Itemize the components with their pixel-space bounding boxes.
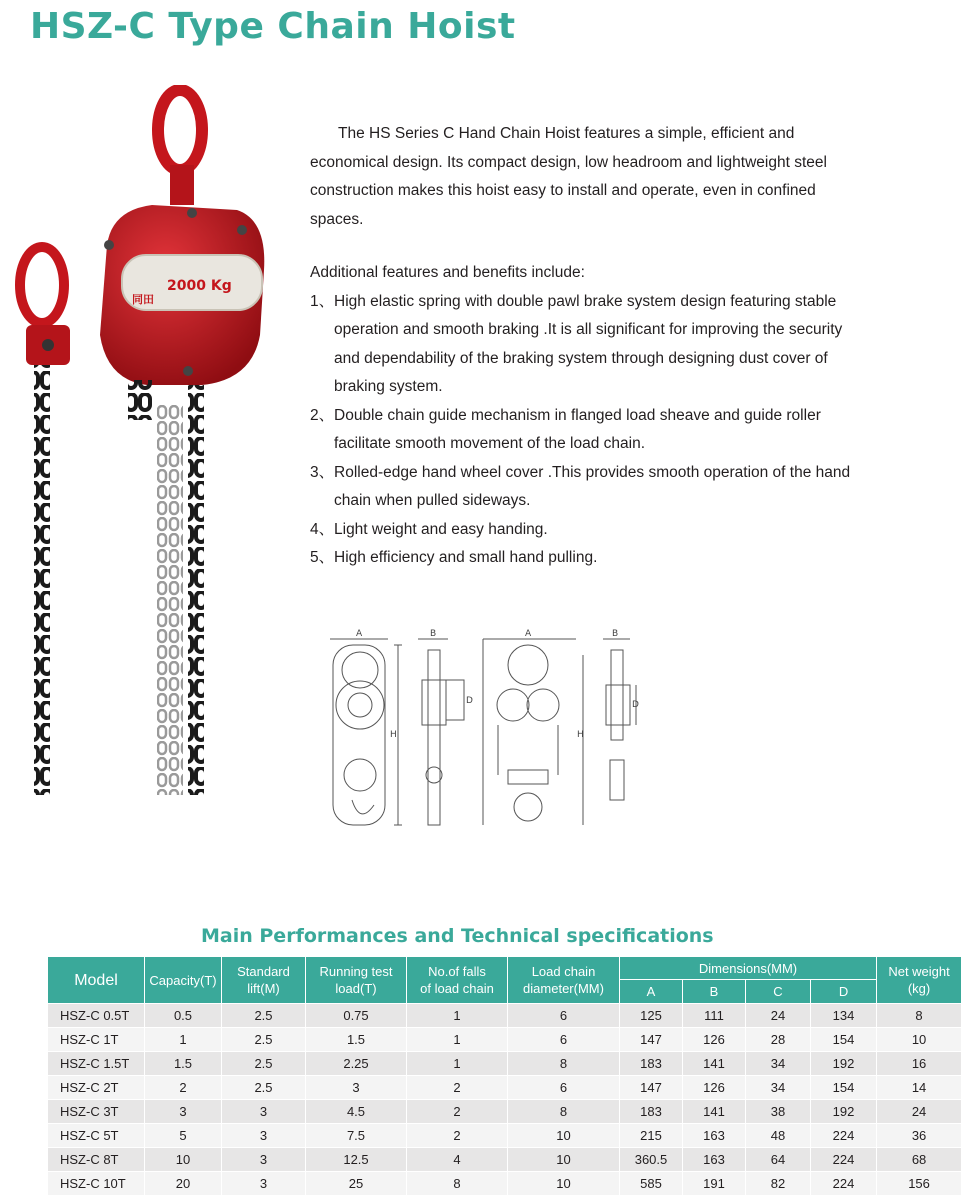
- spec-table: [47, 956, 962, 1196]
- table-cell: 183: [620, 1052, 683, 1076]
- table-cell: 126: [683, 1076, 746, 1100]
- table-row: [48, 1052, 962, 1076]
- load-chain: [188, 385, 204, 795]
- table-cell: 68: [877, 1148, 962, 1172]
- chain-guide: [128, 380, 152, 420]
- header-test-load: Running test load(T): [306, 957, 407, 1004]
- header-dim-a: A: [620, 980, 683, 1004]
- feature-item: [310, 288, 870, 402]
- table-cell: 360.5: [620, 1148, 683, 1172]
- page-title: HSZ-C Type Chain Hoist: [30, 6, 516, 47]
- table-cell: 14: [877, 1076, 962, 1100]
- table-row: [48, 1172, 962, 1196]
- table-cell: 215: [620, 1124, 683, 1148]
- table-cell: 0.75: [306, 1004, 407, 1028]
- table-cell: 10: [508, 1124, 620, 1148]
- table-cell: 2.5: [222, 1004, 306, 1028]
- table-cell: 3: [222, 1172, 306, 1196]
- feature-item: [310, 459, 870, 516]
- table-cell: 3: [222, 1124, 306, 1148]
- feature-item: [310, 402, 870, 459]
- table-title: Main Performances and Technical specifications: [201, 925, 714, 947]
- model-cell: HSZ-C 3T: [48, 1100, 145, 1124]
- table-cell: 24: [877, 1100, 962, 1124]
- dimension-label: H: [390, 730, 397, 740]
- feature-number: 5、: [310, 549, 335, 566]
- table-cell: 1: [407, 1052, 508, 1076]
- table-cell: 224: [811, 1172, 877, 1196]
- table-cell: 38: [746, 1100, 811, 1124]
- table-cell: 2: [407, 1100, 508, 1124]
- table-cell: 12.5: [306, 1148, 407, 1172]
- table-cell: 125: [620, 1004, 683, 1028]
- table-cell: 192: [811, 1100, 877, 1124]
- table-cell: 585: [620, 1172, 683, 1196]
- hand-chain: [157, 405, 183, 795]
- table-cell: 6: [508, 1028, 620, 1052]
- table-cell: 8: [407, 1172, 508, 1196]
- product-description: [310, 120, 870, 573]
- table-cell: 10: [508, 1148, 620, 1172]
- side-hook: [20, 247, 70, 795]
- table-cell: 3: [222, 1148, 306, 1172]
- table-row: [48, 1148, 962, 1172]
- table-cell: 3: [306, 1076, 407, 1100]
- model-cell: HSZ-C 10T: [48, 1172, 145, 1196]
- header-model: Model: [48, 957, 145, 1004]
- feature-text: Light weight and easy handing.: [334, 520, 548, 538]
- table-cell: 2.5: [222, 1076, 306, 1100]
- table-cell: 4: [407, 1148, 508, 1172]
- table-cell: 224: [811, 1148, 877, 1172]
- table-cell: 20: [145, 1172, 222, 1196]
- header-dim-b: B: [683, 980, 746, 1004]
- table-cell: 1: [407, 1028, 508, 1052]
- front-view-double: [483, 639, 583, 825]
- feature-number: 1、: [310, 292, 335, 310]
- spec-table-body: [48, 1004, 962, 1196]
- model-cell: HSZ-C 1T: [48, 1028, 145, 1052]
- table-cell: 141: [683, 1052, 746, 1076]
- table-cell: 8: [877, 1004, 962, 1028]
- table-row: [48, 1028, 962, 1052]
- table-row: [48, 1076, 962, 1100]
- table-row: [48, 1100, 962, 1124]
- model-cell: HSZ-C 1.5T: [48, 1052, 145, 1076]
- header-dimensions: Dimensions(MM): [620, 957, 877, 980]
- table-cell: 163: [683, 1124, 746, 1148]
- table-cell: 34: [746, 1052, 811, 1076]
- dimension-label: B: [612, 629, 619, 639]
- table-cell: 192: [811, 1052, 877, 1076]
- feature-text: High elastic spring with double pawl brake system design featuring stable operation and smooth braking .It is all significant for improving the security and dependability of the braking system through designing dust cover of braking system.: [334, 292, 843, 395]
- table-cell: 183: [620, 1100, 683, 1124]
- dimension-label: H: [577, 730, 584, 740]
- model-cell: HSZ-C 2T: [48, 1076, 145, 1100]
- feature-text: Rolled-edge hand wheel cover .This provides smooth operation of the hand chain when pulled sideways.: [334, 463, 851, 509]
- table-cell: 28: [746, 1028, 811, 1052]
- feature-text: High efficiency and small hand pulling.: [334, 549, 598, 566]
- table-cell: 1.5: [145, 1052, 222, 1076]
- feature-item: [310, 516, 870, 545]
- top-hook: [158, 90, 202, 205]
- feature-number: 4、: [310, 520, 335, 538]
- table-cell: 10: [145, 1148, 222, 1172]
- table-cell: 147: [620, 1028, 683, 1052]
- header-capacity: Capacity(T): [145, 957, 222, 1004]
- features-heading: Additional features and benefits include:: [310, 264, 585, 281]
- table-cell: 163: [683, 1148, 746, 1172]
- table-cell: 7.5: [306, 1124, 407, 1148]
- table-cell: 126: [683, 1028, 746, 1052]
- side-view-double: [603, 639, 636, 800]
- dimension-drawings: [318, 625, 648, 845]
- table-row: [48, 1124, 962, 1148]
- table-cell: 134: [811, 1004, 877, 1028]
- table-cell: 2: [145, 1076, 222, 1100]
- table-cell: 154: [811, 1028, 877, 1052]
- table-cell: 36: [877, 1124, 962, 1148]
- model-cell: HSZ-C 5T: [48, 1124, 145, 1148]
- brand-label: 同田: [132, 293, 154, 306]
- feature-number: 2、: [310, 406, 335, 424]
- dimension-label: D: [466, 696, 473, 706]
- table-cell: 1.5: [306, 1028, 407, 1052]
- header-net-weight: Net weight (kg): [877, 957, 962, 1004]
- header-dim-c: C: [746, 980, 811, 1004]
- dimension-label: B: [430, 629, 437, 639]
- table-cell: 24: [746, 1004, 811, 1028]
- table-cell: 4.5: [306, 1100, 407, 1124]
- table-cell: 82: [746, 1172, 811, 1196]
- table-cell: 25: [306, 1172, 407, 1196]
- feature-text: Double chain guide mechanism in flanged load sheave and guide roller facilitate smooth movement of the load chain.: [334, 406, 821, 452]
- chain-hoist-photo: [12, 85, 277, 800]
- header-lift: Standard lift(M): [222, 957, 306, 1004]
- capacity-label: 2000 Kg: [167, 278, 232, 294]
- table-cell: 111: [683, 1004, 746, 1028]
- table-cell: 3: [222, 1100, 306, 1124]
- table-cell: 156: [877, 1172, 962, 1196]
- side-view-single: [418, 639, 464, 825]
- table-cell: 191: [683, 1172, 746, 1196]
- table-cell: 34: [746, 1076, 811, 1100]
- table-cell: 147: [620, 1076, 683, 1100]
- table-row: [48, 1004, 962, 1028]
- feature-number: 3、: [310, 463, 335, 481]
- table-cell: 5: [145, 1124, 222, 1148]
- hoist-body: [100, 205, 264, 385]
- table-cell: 141: [683, 1100, 746, 1124]
- table-cell: 6: [508, 1076, 620, 1100]
- table-cell: 2: [407, 1124, 508, 1148]
- table-cell: 48: [746, 1124, 811, 1148]
- dimension-label: A: [525, 629, 532, 639]
- table-cell: 2.5: [222, 1028, 306, 1052]
- table-cell: 6: [508, 1004, 620, 1028]
- table-cell: 2: [407, 1076, 508, 1100]
- table-cell: 1: [407, 1004, 508, 1028]
- model-cell: HSZ-C 8T: [48, 1148, 145, 1172]
- table-cell: 8: [508, 1052, 620, 1076]
- header-chain-diameter: Load chain diameter(MM): [508, 957, 620, 1004]
- table-cell: 224: [811, 1124, 877, 1148]
- table-cell: 3: [145, 1100, 222, 1124]
- table-cell: 10: [508, 1172, 620, 1196]
- dimension-label: A: [356, 629, 363, 639]
- table-cell: 2.25: [306, 1052, 407, 1076]
- table-cell: 10: [877, 1028, 962, 1052]
- model-cell: HSZ-C 0.5T: [48, 1004, 145, 1028]
- table-cell: 64: [746, 1148, 811, 1172]
- intro-paragraph: The HS Series C Hand Chain Hoist features a simple, efficient and economical design. Its compact design, low headroom and lightweight steel construction makes this hoist easy to install and operate, even in confined spaces.: [310, 125, 827, 228]
- table-cell: 1: [145, 1028, 222, 1052]
- table-cell: 8: [508, 1100, 620, 1124]
- dimension-label: D: [632, 700, 639, 710]
- header-falls: No.of falls of load chain: [407, 957, 508, 1004]
- table-cell: 16: [877, 1052, 962, 1076]
- table-cell: 154: [811, 1076, 877, 1100]
- header-dim-d: D: [811, 980, 877, 1004]
- table-cell: 0.5: [145, 1004, 222, 1028]
- feature-item: [310, 544, 870, 573]
- table-cell: 2.5: [222, 1052, 306, 1076]
